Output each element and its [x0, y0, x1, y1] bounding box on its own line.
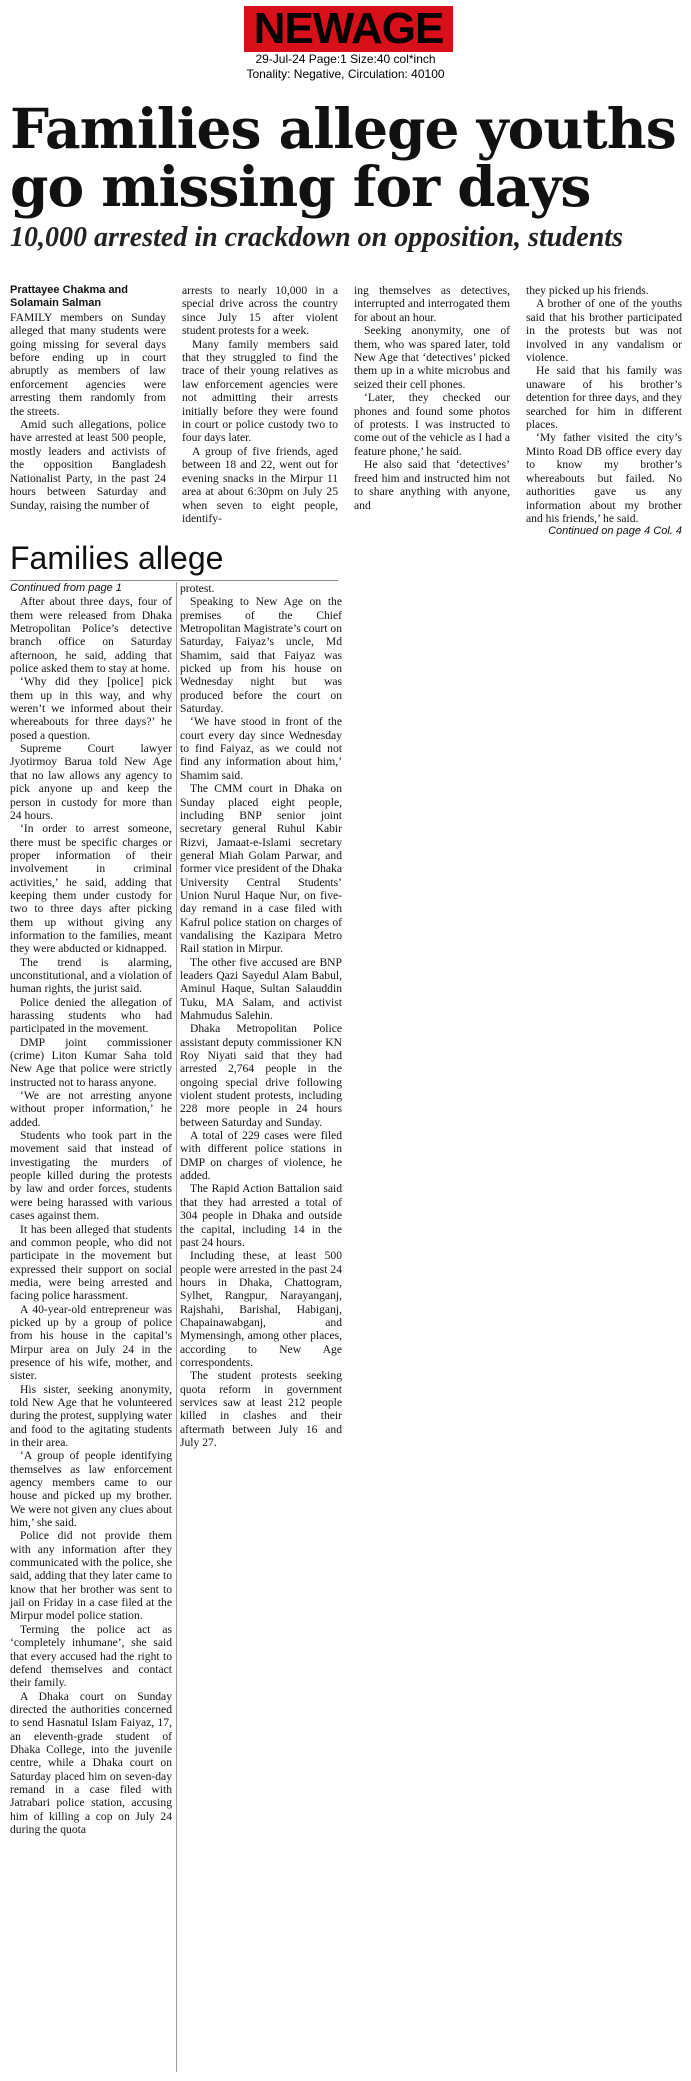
paragraph: His sister, seeking anonymity, told New Age that he volunteered during the protest, supplying water and food to the agitating students in their area. [10, 1382, 172, 1449]
logo-part-new: NEW [253, 4, 351, 53]
paragraph: A brother of one of the youths said that his brother participated in the protests but was not involved in any vandalism or violence. [526, 297, 682, 365]
continued-on-note: Continued on page 4 Col. 4 [548, 525, 682, 538]
byline [10, 284, 166, 311]
paragraph: A 40-year-old entrepreneur was picked up by a group of police from his house in the capital’s Mirpur area on July 24 in the presence of his wife, mother, and sister. [10, 1302, 172, 1383]
paragraph: It has been alleged that students and common people, who did not participate in the movement but expressed their support on social media, were being arrested and facing police harassment. [10, 1222, 172, 1303]
front-column-4 [526, 284, 682, 539]
logo-part-age: AGE [350, 4, 444, 53]
front-column-1 [10, 284, 166, 512]
paragraph: Seeking anonymity, one of them, who was spared later, told New Age that ‘detectives’ picked them up in a white microbus and seized their cell phones. [354, 324, 510, 391]
paragraph: ‘Later, they checked our phones and found some photos of protests. I was instructed to come out of the vehicle as I had a feature phone,’ he said. [354, 391, 510, 458]
paragraph: A total of 229 cases were filed with different police stations in DMP on charges of violence, he added. [180, 1129, 342, 1183]
newspaper-logo [244, 6, 454, 52]
clipping-meta-date-size: 29-Jul-24 Page:1 Size:40 col*inch [255, 52, 436, 66]
byline-author-1: Prattayee Chakma and [10, 284, 128, 296]
paragraph: Police did not provide them with any information after they communicated with the police, she said, adding that they later came to know that her brother was sent to jail on Friday in a case filed at the Mirpur model police station. [10, 1529, 172, 1623]
clipping-meta-tonality: Tonality: Negative, Circulation: 40100 [246, 67, 445, 81]
byline-author-2: Solamain Salman [10, 297, 102, 310]
paragraph: arrests to nearly 10,000 in a special drive across the country since July 15 after violent student protests for a week. [182, 284, 338, 338]
jump-column-2 [180, 582, 342, 1449]
column-divider [176, 582, 177, 2072]
paragraph: ‘We are not arresting anyone without proper information,’ he added. [10, 1089, 172, 1129]
paragraph: they picked up his friends. [526, 284, 649, 297]
paragraph: Many family members said that they struggled to find the trace of their young relatives as law enforcement agencies were not admitting their arrests initially before they were found in court or police custody two to four days later. [182, 337, 338, 445]
paragraph: The trend is alarming, unconstitutional, and a violation of human rights, the jurist said. [10, 955, 172, 996]
front-page-story [10, 284, 682, 538]
paragraph: protest. [180, 582, 215, 595]
front-column-3 [354, 284, 510, 512]
masthead [0, 6, 691, 98]
paragraph: Amid such allegations, police have arrested at least 500 people, mostly leaders and activists of the opposition Bangladesh Nationalist Party, in the past 24 hours between Saturday and Sunday, raising the number of [10, 418, 166, 512]
article-headline: Families allege youths go missing for days [10, 96, 676, 219]
continued-from-note: Continued from page 1 [10, 582, 122, 594]
paragraph: Terming the police act as ‘completely inhumane’, she said that every accused had the right to defend themselves and contact their family. [10, 1622, 172, 1690]
paragraph: The other five accused are BNP leaders Qazi Sayedul Alam Babul, Aminul Haque, Sultan Salauddin Tuku, MA Salam, and activist Mahmudus Salehin. [180, 955, 342, 1022]
paragraph: The student protests seeking quota reform in government services saw at least 212 people killed in clashes and their aftermath between July 16 and July 27. [180, 1369, 342, 1449]
paragraph: A group of five friends, aged between 18 and 22, went out for evening snacks in the Mirpur 11 area at about 6:30pm on July 25 when seven to eight people, identify- [182, 444, 338, 525]
paragraph: The CMM court in Dhaka on Sunday placed eight people, including BNP senior joint secretary general Ruhul Kabir Rizvi, Jamaat-e-Islami secretary general Miah Golam Parwar, and former vice president of the Dhaka University Central Students’ Union Nurul Haque Nur, on five-day remand in a case filed with Kafrul police station on charges of vandalising the Kazipara Metro Rail station in Mirpur. [180, 782, 342, 956]
paragraph: FAMILY members on Sunday alleged that many students were going missing for several days before ending up in court abruptly as members of law enforcement agencies were arresting them randomly from the streets. [10, 310, 166, 418]
paragraph: After about three days, four of them were released from Dhaka Metropolitan Police’s detective branch office on Saturday afternoon, he said, adding that police asked them to stay at home. [10, 595, 172, 676]
paragraph: The Rapid Action Battalion said that they had arrested a total of 304 people in Dhaka and outside the capital, including 14 in the past 24 hours. [180, 1182, 342, 1249]
jump-divider [10, 580, 338, 581]
paragraph: ‘We have stood in front of the court every day since Wednesday to find Faiyaz, as we could not find any information about him,’ Shamim said. [180, 715, 342, 782]
paragraph: He also said that ‘detectives’ freed him and instructed him not to share anything with anyone, and [354, 458, 510, 512]
paragraph: He said that his family was unaware of his brother’s detention for three days, and they searched for him in different places. [526, 364, 682, 432]
paragraph: ‘Why did they [police] pick them up in this way, and why weren’t we informed about their whereabouts for three days?’ he posed a question. [10, 675, 172, 742]
paragraph: Police denied the allegation of harassing students who had participated in the movement. [10, 995, 172, 1036]
jump-column-1 [10, 582, 172, 1836]
paragraph: Including these, at least 500 people were arrested in the past 24 hours in Dhaka, Chattogram, Sylhet, Rangpur, Narayanganj, Rajshahi, Barishal, Habiganj, Chapainawabganj, and Mymensingh, among other places, according to New Age correspondents. [180, 1249, 342, 1369]
paragraph: ‘In order to arrest someone, there must be specific charges or proper information of their involvement in criminal activities,’ he said, adding that keeping them under custody for two to three days after picking them up without giving any information to the families, meant they were abducted or kidnapped. [10, 822, 172, 956]
paragraph: ing themselves as detectives, interrupted and interrogated them for about an hour. [354, 284, 510, 324]
paragraph: DMP joint commissioner (crime) Liton Kumar Saha told New Age that police were strictly instructed not to harass anyone. [10, 1035, 172, 1089]
paragraph: Speaking to New Age on the premises of the Chief Metropolitan Magistrate’s court on Saturday, Faiyaz’s uncle, Md Shamim, said that Faiyaz was picked up from his house on Wednesday night but was produced before the court on Saturday. [180, 595, 342, 716]
paragraph: A Dhaka court on Sunday directed the authorities concerned to send Hasnatul Islam Faiyaz, 17, an eleventh-grade student of Dhaka College, into the juvenile centre, while a Dhaka court on Saturday placed him on seven-day remand in a case filed with Jatrabari police station, accusing him of killing a cop on July 24 during the quota [10, 1689, 172, 1836]
article-subhead: 10,000 arrested in crackdown on opposition, students [10, 222, 623, 253]
paragraph: Supreme Court lawyer Jyotirmoy Barua told New Age that no law allows any agency to pick anyone up and keep the person in custody for more than 24 hours. [10, 742, 172, 822]
paragraph: ‘My father visited the city’s Minto Road DB office every day to know my brother’s whereabouts but failed. No authorities gave us any information about my brother and his friends,’ he said. [526, 431, 682, 525]
paragraph: Dhaka Metropolitan Police assistant deputy commissioner KN Roy Niyati said that they had arrested 2,764 people in the ongoing special drive following violent student protests, including 228 more people in 24 hours between Saturday and Sunday. [180, 1022, 342, 1129]
paragraph: Students who took part in the movement said that instead of investigating the murders of people killed during the protests by law and order forces, students were being harassed with various cases against them. [10, 1129, 172, 1223]
paragraph: ‘A group of people identifying themselves as law enforcement agency members came to our house and picked up my brother. We were not given any clues about him,’ she said. [10, 1449, 172, 1530]
front-column-2 [182, 284, 338, 525]
jump-headline: Families allege [10, 540, 224, 576]
